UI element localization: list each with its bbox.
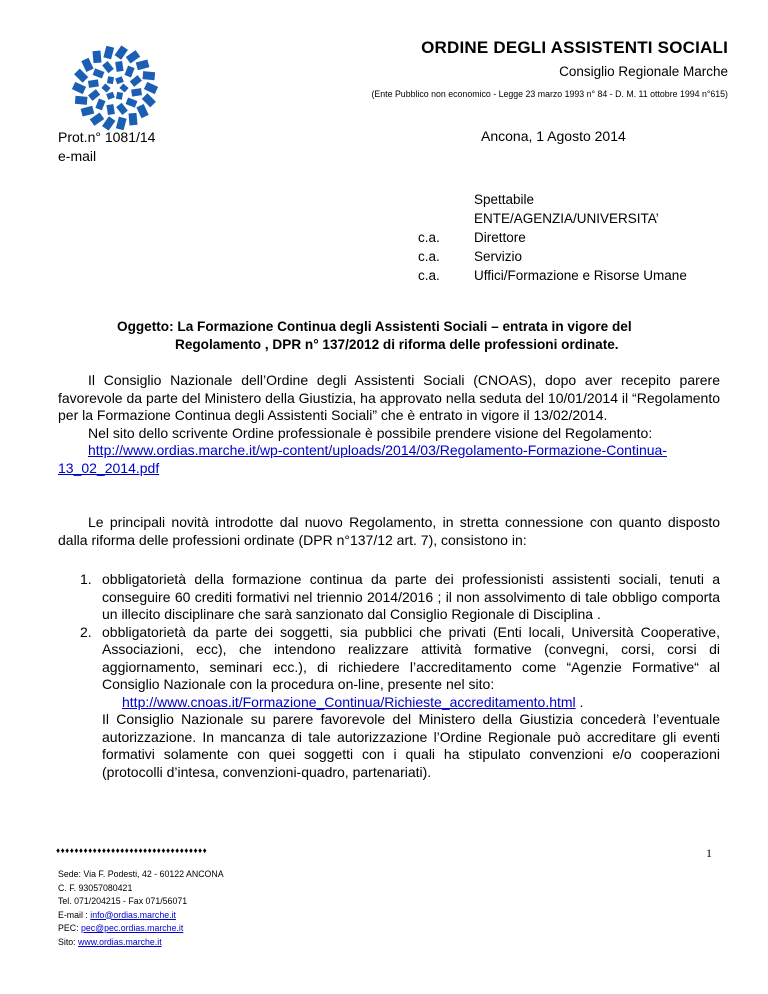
recipient-prefix: c.a. [418, 230, 440, 245]
list-item-text: Il Consiglio Nazionale su parere favorevole del Ministero della Giustizia concederà l’eventuale autorizzazione. In mancanza di tale autorizzazione l’Ordine Regionale può accreditare gli eventi formativi solamente con quei soggetti con i quali ha stipulato convenzioni e/o cooperazioni (protocolli d’intesa, convenzioni-quadro, partenariati). [102, 711, 720, 780]
novelties-paragraph: Le principali novità introdotte dal nuovo Regolamento, in stretta connessione con quanto disposto dalla riforma delle professioni ordinate (DPR n°137/12 art. 7), consistono in: [58, 514, 720, 548]
recipient-block [474, 190, 687, 285]
footer-pec-row [58, 922, 224, 936]
protocol-number: Prot.n° 1081/14 [58, 129, 156, 145]
footer-address: Sede: Via F. Podesti, 42 - 60122 ANCONA [58, 869, 224, 879]
recipient-prefix: c.a. [418, 249, 440, 264]
accreditation-link[interactable]: http://www.cnoas.it/Formazione_Continua/Richieste_accreditamento.html [122, 693, 576, 710]
link-suffix: . [575, 693, 584, 710]
recipient-prefixes [418, 228, 440, 285]
legal-note: (Ente Pubblico non economico - Legge 23 marzo 1993 n° 84 - D. M. 11 ottobre 1994 n°615) [371, 89, 728, 99]
protocol-block [58, 128, 155, 166]
council-name: Consiglio Regionale Marche [559, 64, 728, 79]
page-number: 1 [706, 846, 712, 860]
subject-line-1: Oggetto: La Formazione Continua degli Assistenti Sociali – entrata in vigore del [117, 319, 632, 334]
subject-line [117, 318, 632, 354]
list-item [80, 571, 720, 624]
pec-link[interactable]: pec@pec.ordias.marche.it [80, 923, 184, 933]
recipient-name: Servizio [474, 249, 523, 264]
subject-line-2: Regolamento , DPR n° 137/2012 di riforma delle professioni ordinate. [175, 337, 619, 352]
footer-email-row [58, 909, 224, 923]
email-label: E-mail : [58, 909, 91, 920]
org-name: ORDINE DEGLI ASSISTENTI SOCIALI [421, 38, 728, 57]
regulation-link[interactable]: http://www.ordias.marche.it/wp-content/uploads/2014/03/Regolamento-Formazione-Continua-13_02_2014.pdf [58, 442, 667, 476]
recipient-name: Direttore [474, 230, 526, 245]
recipient-prefix: c.a. [418, 268, 440, 283]
list-item-number: 1. [80, 571, 92, 587]
novelties-list [80, 571, 720, 781]
footer-contacts [58, 868, 224, 949]
email-link[interactable]: info@ordias.marche.it [90, 909, 176, 920]
list-item [80, 624, 720, 782]
intro-paragraph [58, 372, 720, 477]
footer-site-row [58, 936, 224, 950]
recipient-greeting: Spettabile [474, 192, 535, 207]
pec-label: PEC: [58, 923, 81, 933]
paragraph-text: Il Consiglio Nazionale dell’Ordine degli Assistenti Sociali (CNOAS), dopo aver recepito parere favorevole da parte del Ministero della Giustizia, ha approvato nella seduta del 10/01/2014 il “Regolamento per la Formazione Continua degli Assistenti Sociali” che è entrato in vigore il 13/02/2014. [58, 372, 720, 423]
place-date: Ancona, 1 Agosto 2014 [481, 128, 626, 144]
paragraph-text: Nel sito dello scrivente Ordine professionale è possibile prendere visione del Regolamento: [88, 424, 653, 441]
send-channel: e-mail [58, 148, 97, 164]
list-item-text: obbligatorietà da parte dei soggetti, sia pubblici che privati (Enti locali, Università Cooperative, Associazioni, ecc), che intendono realizzare attività formative (convegni, corsi, corsi di aggiornamento, seminari ecc.), di richiedere l’accreditamento come “Agenzie Formative“ al Consiglio Nazionale con la procedura on-line, presente nel sito: [102, 623, 720, 692]
list-item-number: 2. [80, 623, 92, 640]
footer-fiscal-code: C. F. 93057080421 [58, 882, 133, 893]
footer-divider: ♦♦♦♦♦♦♦♦♦♦♦♦♦♦♦♦♦♦♦♦♦♦♦♦♦♦♦♦♦♦♦♦♦ [56, 846, 208, 855]
recipient-name: Uffici/Formazione e Risorse Umane [474, 268, 687, 283]
recipient-entity: ENTE/AGENZIA/UNIVERSITA’ [474, 211, 659, 226]
wheel-logo-icon [64, 40, 166, 136]
list-item-text: obbligatorietà della formazione continua da parte dei professionisti assistenti sociali, tenuti a conseguire 60 crediti formativi nel triennio 2014/2016 ; il non assolvimento di tale obbligo comporta un illecito disciplinare che sarà sanzionato dal Consiglio Regionale di Disciplina . [102, 571, 720, 622]
footer-phone: Tel. 071/204215 - Fax 071/56071 [58, 896, 188, 906]
site-label: Sito: [58, 936, 79, 947]
site-link[interactable]: www.ordias.marche.it [78, 936, 162, 947]
